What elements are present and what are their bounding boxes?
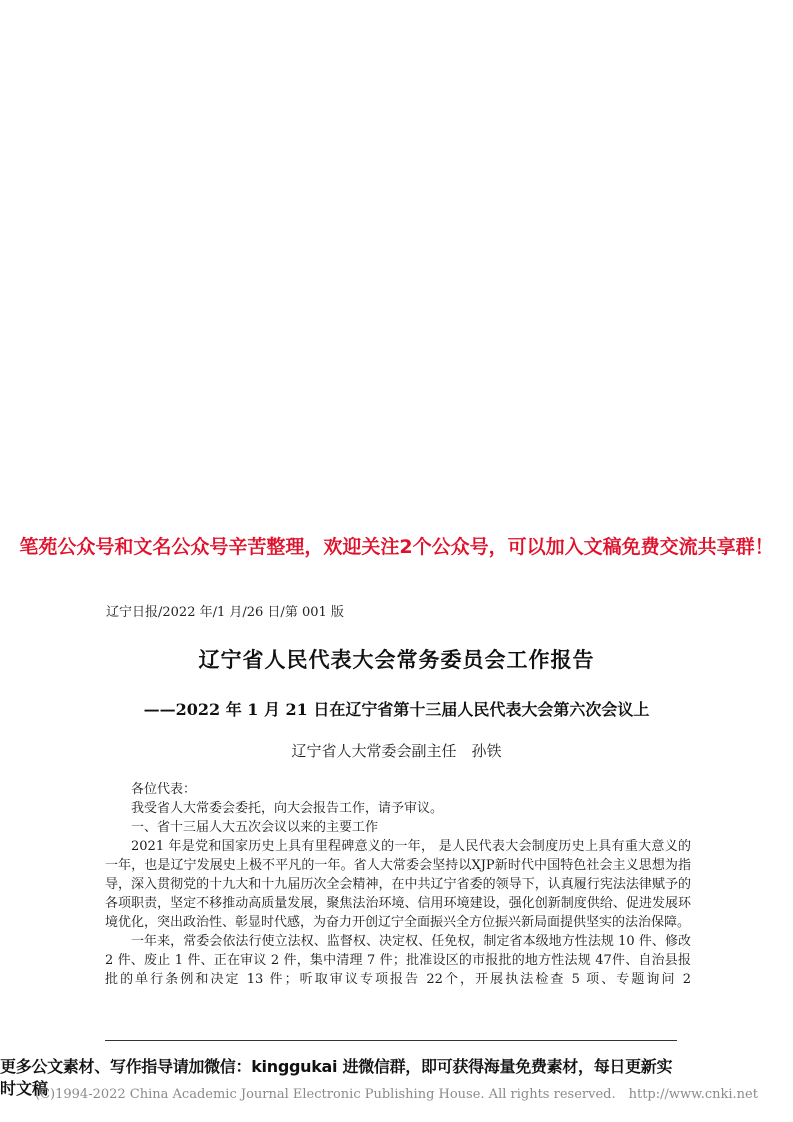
bottom-promo-line: 更多公文素材、写作指导请加微信：kinggukai 进微信群，即可获得海量免费素材，每日更新实 (0, 1057, 673, 1076)
promo-banner: 笔苑公众号和文名公众号辛苦整理，欢迎关注2个公众号，可以加入文稿免费交流共享群！ (19, 536, 774, 558)
document-author: 辽宁省人大常委会副主任 孙铁 (291, 742, 502, 760)
paragraph-body: 2021 年是党和国家历史上具有里程碑意义的一年， 是人民代表大会制度历史上具有重大意义的一年，也是辽宁发展史上极不平凡的一年。省人大常委会坚持以XJP新时代中国特色社会主义思想为指导，深入贯彻党的十九大和十九届历次全会精神，在中共辽宁省委的领导下，认真履行宪法法律赋予的各项职责，坚定不移推动高质量发展，聚焦法治环境、信用环境建设，强化创新制度供给、促进发展环境优化，突出政治性、彰显时代感，为奋力开创辽宁全面振兴全方位振兴新局面提供坚实的法治保障。 (105, 839, 691, 930)
document-subtitle: ——2022 年 1 月 21 日在辽宁省第十三届人民代表大会第六次会议上 (143, 700, 650, 719)
bottom-promo-line: 时文稿 (0, 1079, 49, 1098)
paragraph-salutation: 各位代表： (131, 782, 197, 797)
copyright-watermark: (C)1994-2022 China Academic Journal Electronic Publishing House. All rights reserved. http://www.cnki.net (35, 1087, 758, 1102)
paragraph-intro: 我受省人大常委会委托，向大会报告工作，请予审议。 (131, 801, 444, 816)
paragraph-section-heading: 一、省十三届人大五次会议以来的主要工作 (131, 820, 379, 835)
footer-divider (105, 1040, 677, 1041)
document-title: 辽宁省人民代表大会常务委员会工作报告 (198, 647, 595, 672)
source-line: 辽宁日报/2022 年/1 月/26 日/第 001 版 (106, 605, 344, 620)
paragraph-body: 一年来，常委会依法行使立法权、监督权、决定权、任免权，制定省本级地方性法规 10 件、修改 2 件、废止 1 件、正在审议 2 件，集中清理 7 件；批准设区的市报批的地方性法规 47件、自治县报批的单行条例和决定 13 件；听取审议专项报告 22个，开展执法检查 5 项、专题询问 2 (105, 934, 691, 987)
document-body (105, 780, 691, 989)
